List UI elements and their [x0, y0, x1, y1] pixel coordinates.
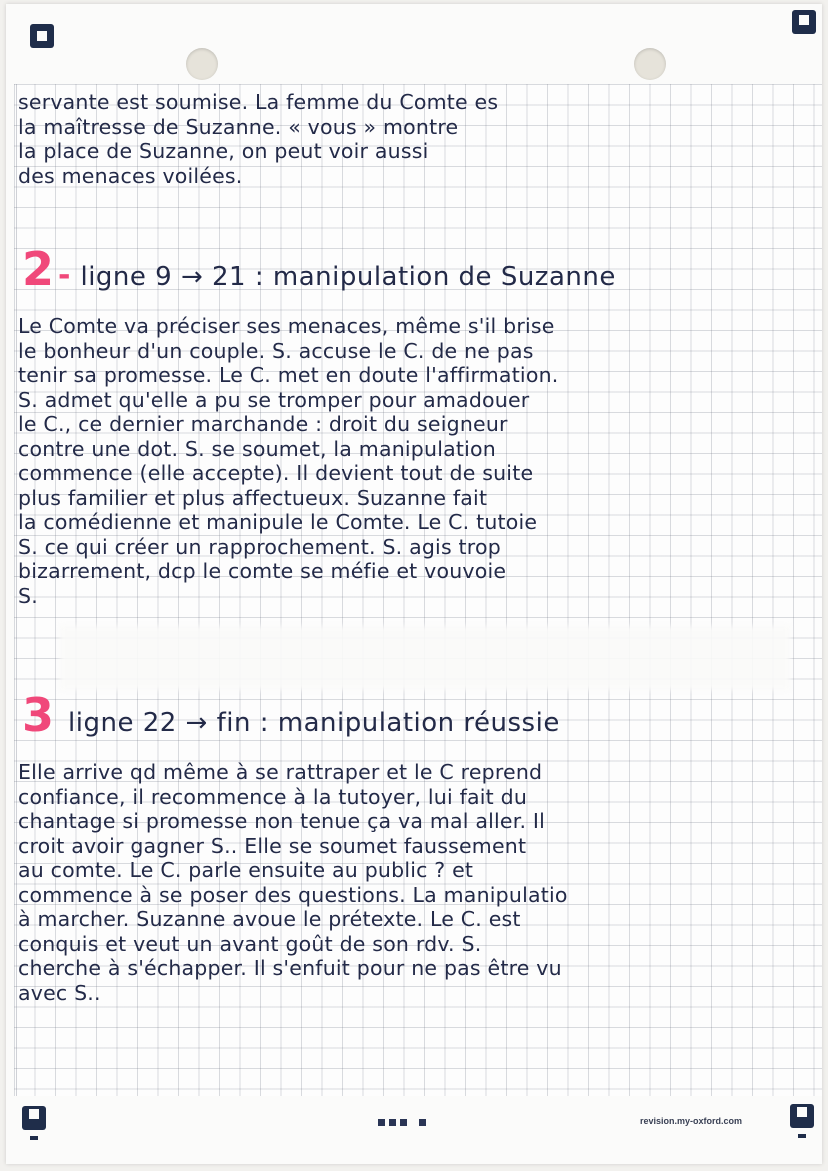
erased-area	[60, 626, 790, 690]
text-line: le bonheur d'un couple. S. accuse le C. de ne pas	[18, 338, 534, 363]
intro-paragraph	[18, 92, 818, 186]
text-line: cherche à s'échapper. Il s'enfuit pour ne pas être vu	[18, 956, 562, 980]
corner-tab-bottom-left-icon	[30, 1136, 38, 1140]
text-line: tenir sa promesse. Le C. met en doute l'affirmation.	[18, 363, 559, 387]
binder-hole-left	[186, 48, 218, 80]
section-number-dash: -	[58, 258, 71, 293]
text-line: confiance, il recommence à la tutoyer, lui fait du	[18, 784, 528, 809]
text-line: la comédienne et manipule le Comte. Le C. tutoie	[18, 510, 538, 534]
text-line: Le Comte va préciser ses menaces, même s'il brise	[18, 314, 555, 338]
text-line: S.	[18, 583, 38, 608]
text-line: commence à se poser des questions. La manipulatio	[18, 882, 568, 907]
text-line: bizarrement, dcp le comte se méfie et vouvoie	[18, 559, 507, 583]
text-line: servante est soumise. La femme du Comte es	[18, 90, 499, 114]
text-line: Elle arrive qd même à se rattraper et le C reprend	[18, 760, 543, 784]
text-line: la place de Suzanne, on peut voir aussi	[18, 139, 429, 163]
margin-line	[16, 84, 17, 1096]
text-line: contre une dot. S. se soumet, la manipulation	[18, 436, 496, 461]
text-line: au comte. Le C. parle ensuite au public ? et	[18, 858, 474, 882]
section-title: ligne 22 → fin : manipulation réussie	[68, 708, 560, 738]
section-3-heading	[22, 688, 560, 742]
text-line: avec S..	[18, 980, 101, 1005]
corner-mark-top-left-icon	[30, 24, 54, 48]
text-line: chantage si promesse non tenue ça va mal aller. Il	[18, 809, 546, 833]
corner-mark-top-right-icon	[792, 10, 816, 34]
section-3-body	[18, 762, 818, 1003]
text-line: commence (elle accepte). Il devient tout de suite	[18, 461, 534, 485]
text-line: des menaces voilées.	[18, 163, 243, 188]
text-line: S. ce qui créer un rapprochement. S. agis trop	[18, 534, 501, 559]
text-line: à marcher. Suzanne avoue le prétexte. Le C. est	[18, 907, 521, 931]
text-line: S. admet qu'elle a pu se tromper pour amadouer	[18, 387, 530, 412]
text-line: la maîtresse de Suzanne. « vous » montre	[18, 114, 459, 139]
footer-marker-icon	[378, 1119, 426, 1126]
section-2-body	[18, 316, 818, 606]
text-line: conquis et veut un avant goût de son rdv. S.	[18, 931, 482, 956]
footer-url: revision.my-oxford.com	[640, 1116, 743, 1126]
text-line: le C., ce dernier marchande : droit du seigneur	[18, 412, 508, 436]
corner-tab-bottom-right-icon	[798, 1134, 806, 1138]
section-number: 2	[22, 242, 55, 296]
section-number: 3	[22, 688, 55, 742]
corner-mark-bottom-right-icon	[790, 1104, 814, 1128]
binder-hole-right	[634, 48, 666, 80]
section-2-heading	[22, 242, 616, 296]
text-line: plus familier et plus affectueux. Suzanne fait	[18, 485, 488, 510]
section-title: ligne 9 → 21 : manipulation de Suzanne	[80, 262, 616, 292]
text-line: croit avoir gagner S.. Elle se soumet faussement	[18, 833, 527, 858]
corner-mark-bottom-left-icon	[22, 1106, 46, 1130]
